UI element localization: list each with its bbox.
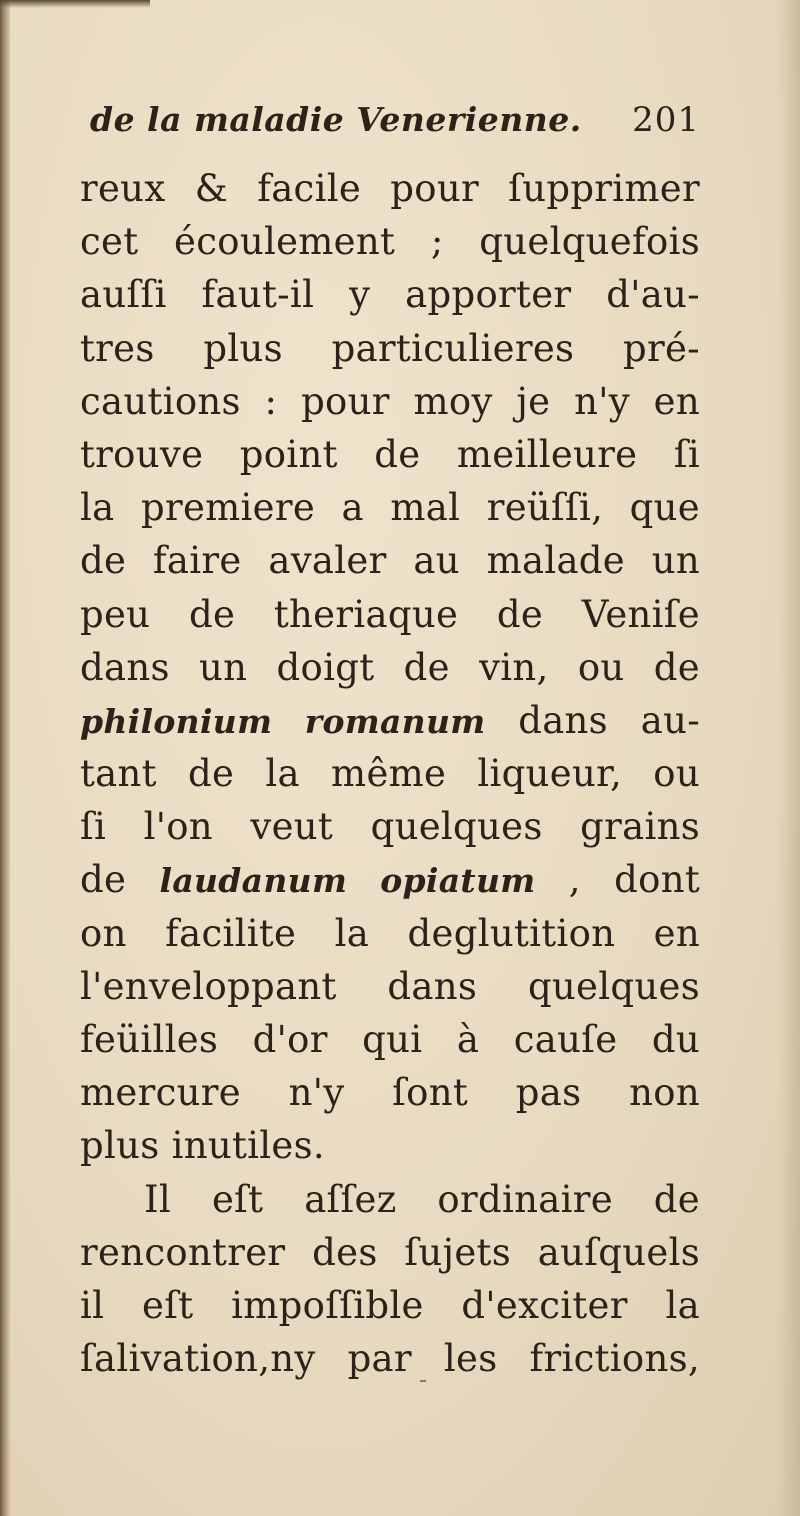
ink-speck (420, 1380, 426, 1382)
text-line: plus inutiles. (80, 1124, 325, 1168)
italic-term: philonium romanum (80, 701, 486, 741)
text-line: reux & facile pour ſupprimer (80, 167, 700, 210)
page-right-shadow (778, 0, 800, 1516)
page-top-edge (0, 0, 150, 8)
page-number: 201 (632, 100, 700, 140)
text-line: feüilles d'or qui à cauſe du (80, 1018, 700, 1061)
text-line: cet écoulement ; quelquefois (80, 220, 700, 264)
text-line: ſi l'on veut quelques grains (80, 805, 700, 849)
running-head (80, 100, 700, 162)
text-line: mercure n'y ſont pas non (80, 1071, 700, 1115)
page-gutter-edge (0, 0, 10, 1516)
text-line: la premiere a mal reüſſi, que (80, 486, 700, 530)
text-line: cautions : pour moy je n'y en (80, 379, 700, 423)
running-title: de la maladie Venerienne. (90, 100, 582, 139)
text-line: peu de theriaque de Veniſe (80, 592, 700, 636)
text-line: philonium romanum dans au- (80, 698, 700, 742)
paragraph-2 (80, 1173, 700, 1386)
text-line: tant de la même liqueur, ou (80, 752, 700, 796)
text-line: on facilite la deglutition en (80, 911, 700, 955)
text-line: il eſt impoſſible d'exciter la (80, 1283, 700, 1327)
text-line: rencontrer des ſujets auſquels (80, 1230, 700, 1274)
text-line: Il eſt aſſez ordinaire de (144, 1177, 700, 1221)
text-line: tres plus particulieres pré- (80, 326, 700, 370)
text-line: trouve point de meilleure ſi (80, 432, 700, 476)
text-line: de faire avaler au malade un (80, 539, 700, 583)
text-block (80, 100, 700, 1385)
text-line: dans un doigt de vin, ou de (80, 645, 700, 689)
text-line: ſalivation,ny par les frictions, (80, 1337, 700, 1381)
text-line: de laudanum opiatum , dont (80, 858, 701, 902)
paragraph-1 (80, 162, 700, 1173)
text-line: auſſi faut-il y apporter d'au- (80, 273, 700, 317)
text-line: l'enveloppant dans quelques (80, 964, 700, 1008)
italic-term: laudanum opiatum (159, 861, 536, 901)
